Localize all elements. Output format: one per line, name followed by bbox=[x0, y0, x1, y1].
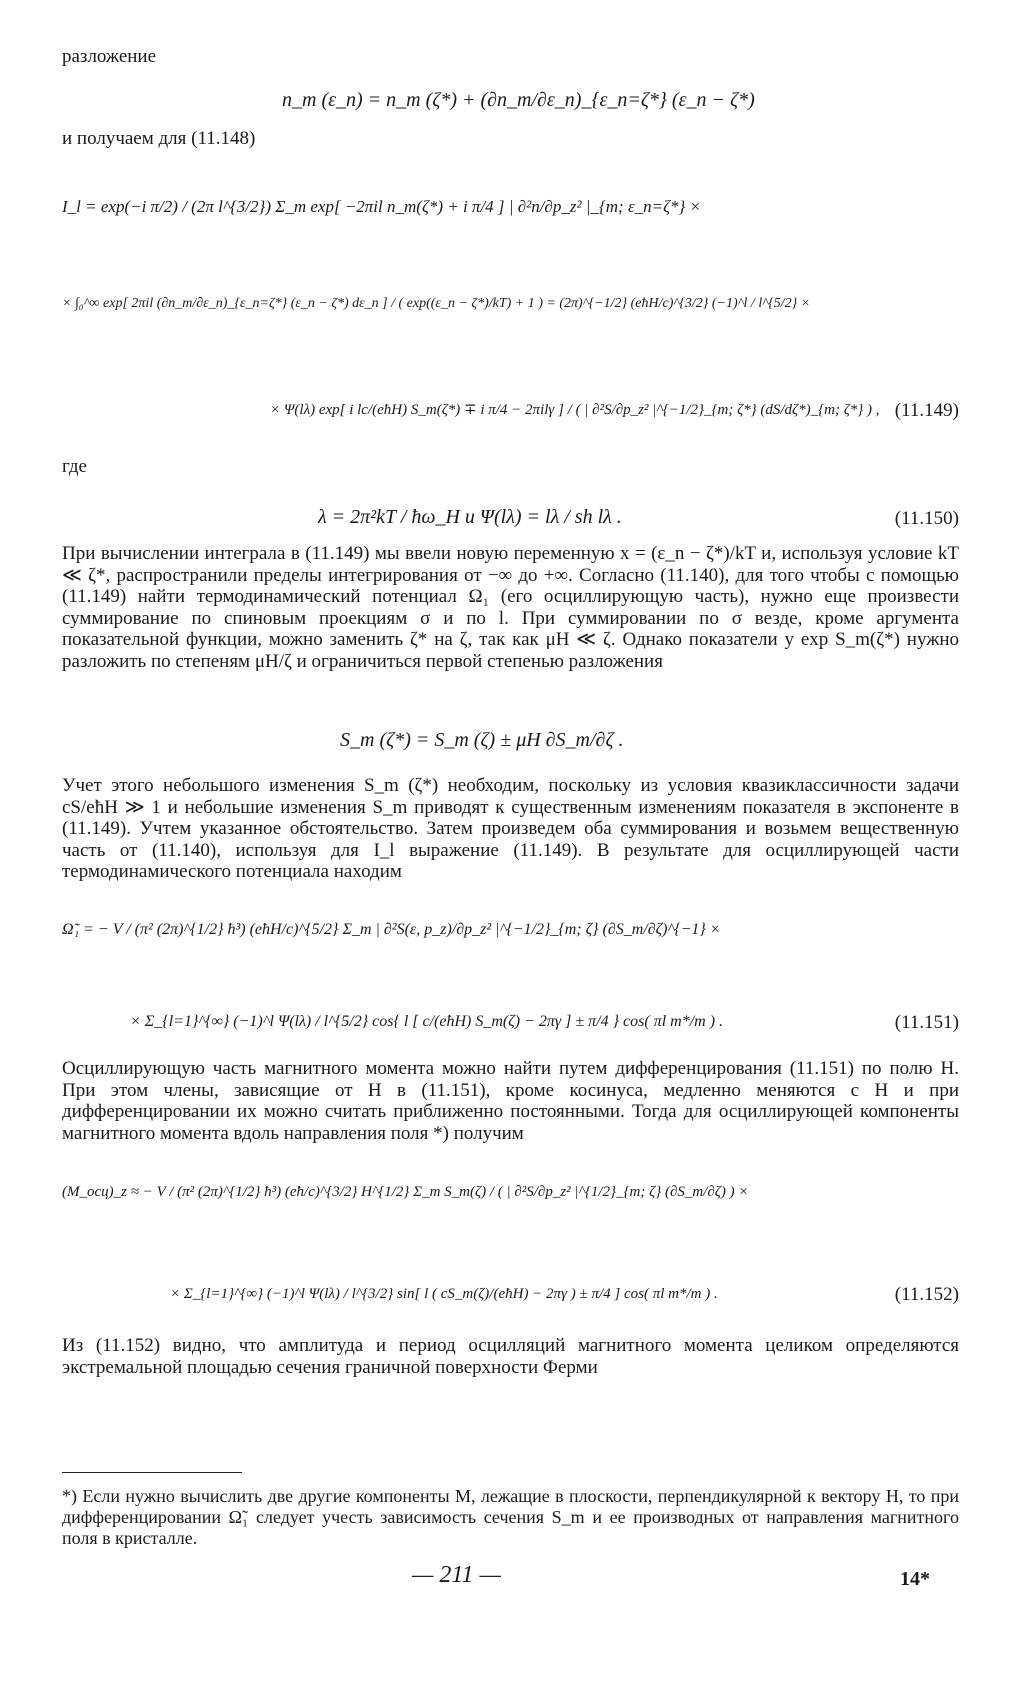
equation-151-line-1: Ω̃₁ = − V / (π² (2π)^{1/2} ħ³) (eħH/c)^{5/2} Σ_m | ∂²S(ε, p_z)/∂p_z² |^{−1/2}_{m; ζ} (∂S_m/∂ζ)^{−1} × bbox=[62, 921, 721, 938]
equation-number-152: (11.152) bbox=[894, 1284, 959, 1305]
equation-149-line-1: I_l = exp(−i π/2) / (2π l^{3/2}) Σ_m exp[ −2πil n_m(ζ*) + i π/4 ] | ∂²n/∂p_z² |_{m; ε_n=ζ*} × bbox=[62, 197, 702, 216]
paragraph-4: Из (11.152) видно, что амплитуда и период осцилляций магнитного момента целиком определяются экстремальной площадью сечения граничной поверхности Ферми bbox=[62, 1335, 959, 1378]
equation-number-151: (11.151) bbox=[894, 1012, 959, 1033]
equation-149-line-2: × ∫₀^∞ exp[ 2πil (∂n_m/∂ε_n)_{ε_n=ζ*} (ε_n − ζ*) dε_n ] / ( exp((ε_n − ζ*)/kT) + 1 ) = (2π)^{−1/2} (eħH/c)^{3/2} (−1)^l / l^{5/2} × bbox=[62, 296, 811, 311]
intro-word: разложение bbox=[62, 46, 157, 67]
signature-mark: 14* bbox=[900, 1568, 930, 1590]
equation-149-line-3: × Ψ(lλ) exp[ i lc/(eħH) S_m(ζ*) ∓ i π/4 − 2πilγ ] / ( | ∂²S/∂p_z² |^{−1/2}_{m; ζ*} (dS/dζ*)_{m; ζ*} ) , bbox=[270, 402, 880, 418]
page-number: — 211 — bbox=[412, 1562, 501, 1588]
intro-text-2: и получаем для (11.148) bbox=[62, 128, 256, 149]
equation-152-line-1: (M_осц)_z ≈ − V / (π² (2π)^{1/2} ħ³) (eħ/c)^{3/2} H^{1/2} Σ_m S_m(ζ) / ( | ∂²S/∂p_z² |^{1/2}_{m; ζ} (∂S_m/∂ζ) ) × bbox=[62, 1184, 749, 1200]
footnote: *) Если нужно вычислить две другие компоненты M, лежащие в плоскости, перпендикулярной к вектору H, то при дифференцировании Ω̃₁ следует учесть зависимость сечения S_m и ее производных от направления магнитного поля в кристалле. bbox=[62, 1486, 959, 1548]
equation-number-149: (11.149) bbox=[894, 400, 959, 421]
equation-152-line-2: × Σ_{l=1}^{∞} (−1)^l Ψ(lλ) / l^{3/2} sin[ l ( cS_m(ζ)/(eħH) − 2πγ ) ± π/4 ] cos( πl m*/m ) . bbox=[170, 1286, 718, 1302]
equation-number-150: (11.150) bbox=[894, 508, 959, 529]
where-word: где bbox=[62, 456, 87, 477]
equation-151-line-2: × Σ_{l=1}^{∞} (−1)^l Ψ(lλ) / l^{5/2} cos{ l [ c/(eħH) S_m(ζ) − 2πγ ] ± π/4 } cos( πl m*/m ) . bbox=[130, 1013, 724, 1030]
footnote-divider bbox=[62, 1472, 242, 1473]
paragraph-2: Учет этого небольшого изменения S_m (ζ*) необходим, поскольку из условия квазиклассичности задачи cS/eħH ≫ 1 и небольшие изменения S_m приводят к существенным изменениям показателя в экспоненте в (11.149). Учтем указанное обстоятельство. Затем произведем оба суммирования и возьмем вещественную часть от (11.140), используя для I_l выражение (11.149). В результате для осциллирующей части термодинамического потенциала находим bbox=[62, 775, 959, 883]
equation-150: λ = 2π²kT / ħω_H и Ψ(lλ) = lλ / sh lλ . bbox=[318, 506, 622, 528]
paragraph-3: Осциллирующую часть магнитного момента можно найти путем дифференцирования (11.151) по полю H. При этом члены, зависящие от H в (11.151), кроме косинуса, медленно меняются с H и при дифференцировании их можно считать приближенно постоянными. Тогда для осциллирующей компоненты магнитного момента вдоль направления поля *) получим bbox=[62, 1058, 959, 1144]
paragraph-1: При вычислении интеграла в (11.149) мы ввели новую переменную x = (ε_n − ζ*)/kT и, используя условие kT ≪ ζ*, распространили пределы интегрирования от −∞ до +∞. Согласно (11.140), для того чтобы с помощью (11.149) найти термодинамический потенциал Ω₁ (его осциллирующую часть), нужно еще произвести суммирование по спиновым проекциям σ и по l. При суммировании по σ везде, кроме аргумента показательной функции, можно заменить ζ* на ζ, так как μH ≪ ζ. Однако показатели у exp S_m(ζ*) нужно разложить по степеням μH/ζ и ограничиться первой степенью разложения bbox=[62, 543, 959, 672]
equation-sm-expansion: S_m (ζ*) = S_m (ζ) ± μH ∂S_m/∂ζ . bbox=[340, 729, 624, 751]
equation-expansion: n_m (ε_n) = n_m (ζ*) + (∂n_m/∂ε_n)_{ε_n=ζ*} (ε_n − ζ*) bbox=[282, 89, 755, 111]
